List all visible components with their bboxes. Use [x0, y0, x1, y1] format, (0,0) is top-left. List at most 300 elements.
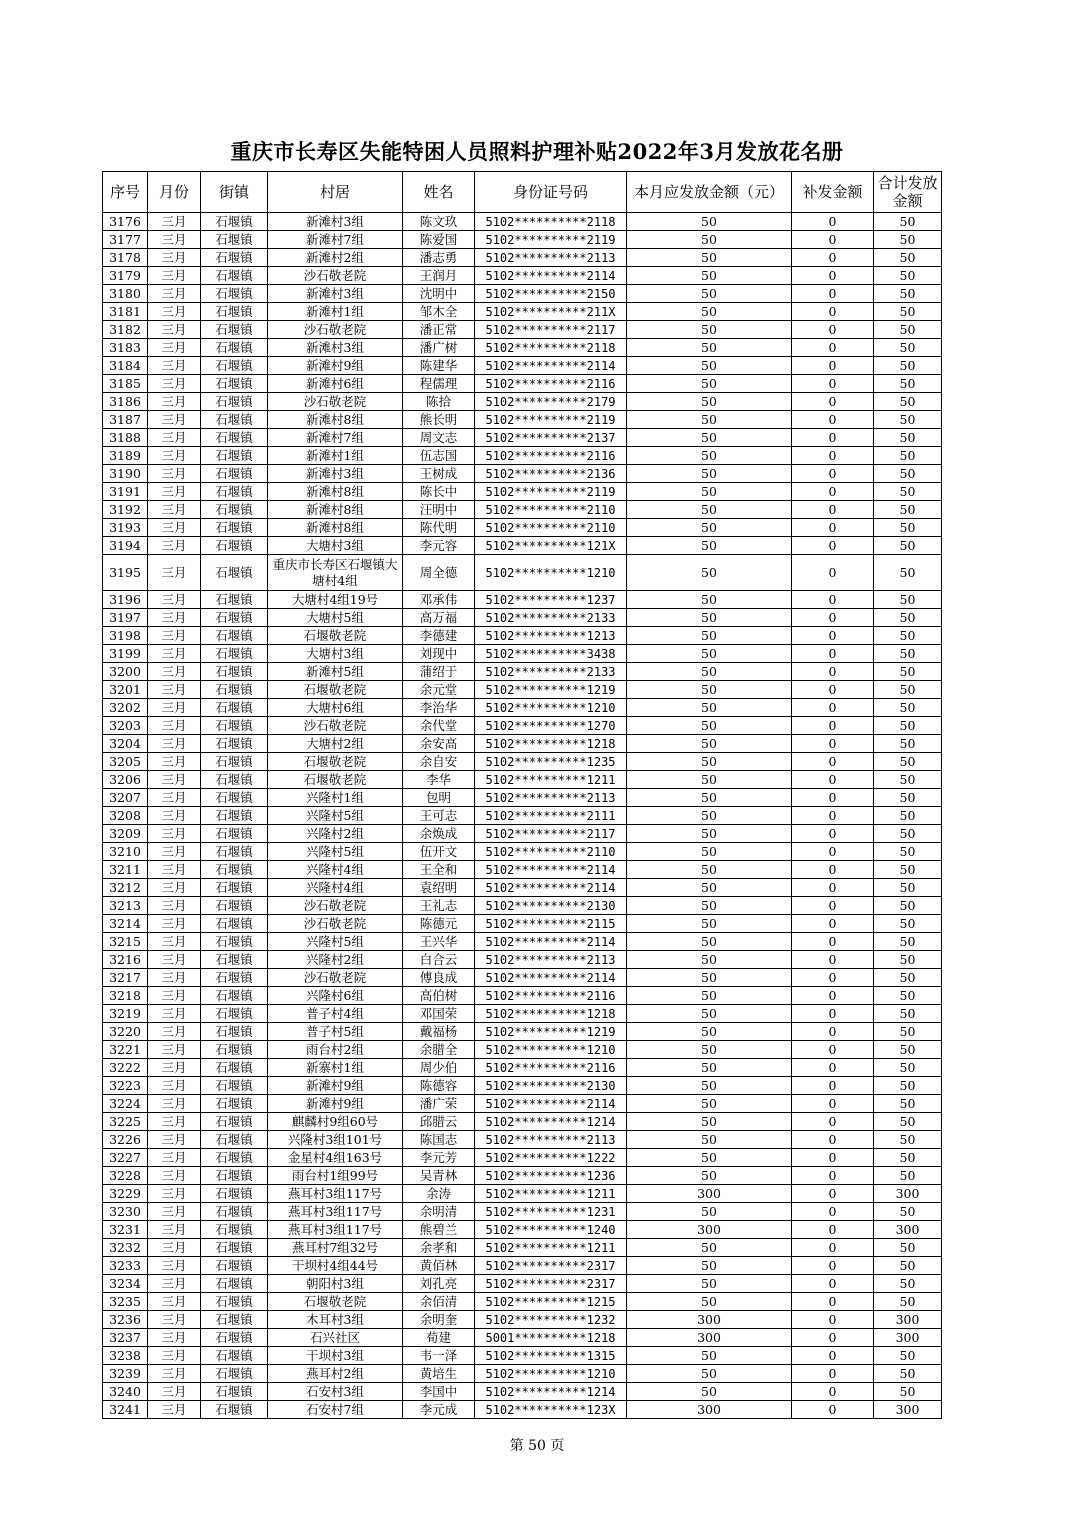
monthly-amount-cell: 50 [627, 1167, 792, 1185]
town-cell: 石堰镇 [201, 411, 268, 429]
village-cell: 大塘村2组 [268, 735, 403, 753]
back-pay-cell: 0 [792, 1239, 874, 1257]
serial-cell: 3236 [103, 1311, 148, 1329]
town-cell: 石堰镇 [201, 1041, 268, 1059]
village-cell: 雨台村1组99号 [268, 1167, 403, 1185]
back-pay-cell: 0 [792, 1275, 874, 1293]
name-cell: 余安高 [403, 735, 475, 753]
town-cell: 石堰镇 [201, 861, 268, 879]
month-cell: 三月 [148, 1221, 201, 1239]
village-cell: 麒麟村9组60号 [268, 1113, 403, 1131]
total-amount-cell: 50 [874, 519, 942, 537]
month-cell: 三月 [148, 285, 201, 303]
back-pay-cell: 0 [792, 1365, 874, 1383]
name-cell: 黄佰林 [403, 1257, 475, 1275]
monthly-amount-cell: 50 [627, 789, 792, 807]
table-row [103, 1329, 942, 1347]
name-cell: 吴青林 [403, 1167, 475, 1185]
back-pay-cell: 0 [792, 807, 874, 825]
total-amount-cell: 50 [874, 933, 942, 951]
month-cell: 三月 [148, 519, 201, 537]
village-cell: 石堰敬老院 [268, 627, 403, 645]
monthly-amount-cell: 50 [627, 915, 792, 933]
name-cell: 余焕成 [403, 825, 475, 843]
table-row [103, 483, 942, 501]
table-row [103, 627, 942, 645]
serial-cell: 3234 [103, 1275, 148, 1293]
month-cell: 三月 [148, 699, 201, 717]
back-pay-cell: 0 [792, 1041, 874, 1059]
table-row [103, 555, 942, 591]
town-cell: 石堰镇 [201, 537, 268, 555]
id-number-cell: 5102**********2118 [475, 339, 627, 357]
name-cell: 荀建 [403, 1329, 475, 1347]
month-cell: 三月 [148, 1257, 201, 1275]
serial-cell: 3182 [103, 321, 148, 339]
town-cell: 石堰镇 [201, 249, 268, 267]
month-cell: 三月 [148, 1311, 201, 1329]
month-cell: 三月 [148, 987, 201, 1005]
month-cell: 三月 [148, 897, 201, 915]
town-cell: 石堰镇 [201, 465, 268, 483]
month-cell: 三月 [148, 483, 201, 501]
village-cell: 兴隆村5组 [268, 843, 403, 861]
serial-cell: 3207 [103, 789, 148, 807]
serial-cell: 3203 [103, 717, 148, 735]
back-pay-cell: 0 [792, 1059, 874, 1077]
serial-cell: 3198 [103, 627, 148, 645]
total-amount-cell: 50 [874, 645, 942, 663]
id-number-cell: 5102**********2114 [475, 267, 627, 285]
village-cell: 兴隆村5组 [268, 807, 403, 825]
total-amount-cell: 50 [874, 1293, 942, 1311]
back-pay-cell: 0 [792, 1401, 874, 1419]
village-cell: 大塘村3组 [268, 645, 403, 663]
monthly-amount-cell: 50 [627, 771, 792, 789]
table-row [103, 411, 942, 429]
total-amount-cell: 50 [874, 339, 942, 357]
back-pay-cell: 0 [792, 735, 874, 753]
monthly-amount-cell: 50 [627, 897, 792, 915]
month-cell: 三月 [148, 1365, 201, 1383]
serial-cell: 3201 [103, 681, 148, 699]
total-amount-cell: 300 [874, 1221, 942, 1239]
town-cell: 石堰镇 [201, 447, 268, 465]
serial-cell: 3230 [103, 1203, 148, 1221]
monthly-amount-cell: 50 [627, 429, 792, 447]
serial-cell: 3237 [103, 1329, 148, 1347]
table-row [103, 681, 942, 699]
back-pay-cell: 0 [792, 501, 874, 519]
total-amount-cell: 50 [874, 267, 942, 285]
serial-cell: 3177 [103, 231, 148, 249]
town-cell: 石堰镇 [201, 1311, 268, 1329]
table-row [103, 1005, 942, 1023]
monthly-amount-cell: 50 [627, 1365, 792, 1383]
village-cell: 兴隆村2组 [268, 951, 403, 969]
town-cell: 石堰镇 [201, 735, 268, 753]
total-amount-cell: 50 [874, 1275, 942, 1293]
table-row [103, 1059, 942, 1077]
village-cell: 兴隆村4组 [268, 879, 403, 897]
name-cell: 白合云 [403, 951, 475, 969]
town-cell: 石堰镇 [201, 753, 268, 771]
back-pay-cell: 0 [792, 717, 874, 735]
serial-cell: 3194 [103, 537, 148, 555]
month-cell: 三月 [148, 1293, 201, 1311]
monthly-amount-cell: 50 [627, 1275, 792, 1293]
serial-cell: 3200 [103, 663, 148, 681]
monthly-amount-cell: 50 [627, 555, 792, 591]
month-cell: 三月 [148, 1005, 201, 1023]
table-row [103, 285, 942, 303]
name-cell: 王可志 [403, 807, 475, 825]
id-number-cell: 5102**********2136 [475, 465, 627, 483]
serial-cell: 3229 [103, 1185, 148, 1203]
town-cell: 石堰镇 [201, 1167, 268, 1185]
month-cell: 三月 [148, 1329, 201, 1347]
town-cell: 石堰镇 [201, 321, 268, 339]
town-cell: 石堰镇 [201, 231, 268, 249]
table-row [103, 465, 942, 483]
village-cell: 新滩村1组 [268, 303, 403, 321]
id-number-cell: 5102**********2111 [475, 807, 627, 825]
town-cell: 石堰镇 [201, 393, 268, 411]
monthly-amount-cell: 300 [627, 1311, 792, 1329]
id-number-cell: 5102**********2114 [475, 357, 627, 375]
village-cell: 兴隆村5组 [268, 933, 403, 951]
table-row [103, 1113, 942, 1131]
table-body [103, 213, 942, 1419]
town-cell: 石堰镇 [201, 1113, 268, 1131]
header-village: 村居 [268, 172, 403, 213]
month-cell: 三月 [148, 1401, 201, 1419]
total-amount-cell: 50 [874, 357, 942, 375]
id-number-cell: 5102**********2317 [475, 1275, 627, 1293]
header-name: 姓名 [403, 172, 475, 213]
back-pay-cell: 0 [792, 1005, 874, 1023]
id-number-cell: 5102**********2116 [475, 375, 627, 393]
id-number-cell: 5102**********2110 [475, 843, 627, 861]
monthly-amount-cell: 50 [627, 861, 792, 879]
table-row [103, 1383, 942, 1401]
monthly-amount-cell: 300 [627, 1329, 792, 1347]
name-cell: 邓国荣 [403, 1005, 475, 1023]
roster-table [102, 171, 942, 1419]
monthly-amount-cell: 50 [627, 339, 792, 357]
table-row [103, 1095, 942, 1113]
table-row [103, 645, 942, 663]
back-pay-cell: 0 [792, 411, 874, 429]
id-number-cell: 5102**********2116 [475, 1059, 627, 1077]
total-amount-cell: 50 [874, 1149, 942, 1167]
back-pay-cell: 0 [792, 357, 874, 375]
total-amount-cell: 50 [874, 465, 942, 483]
table-row [103, 1041, 942, 1059]
table-row [103, 771, 942, 789]
monthly-amount-cell: 50 [627, 1203, 792, 1221]
total-amount-cell: 50 [874, 843, 942, 861]
name-cell: 刘现中 [403, 645, 475, 663]
id-number-cell: 5102**********2150 [475, 285, 627, 303]
header-back-pay: 补发金额 [792, 172, 874, 213]
table-row [103, 663, 942, 681]
month-cell: 三月 [148, 717, 201, 735]
month-cell: 三月 [148, 609, 201, 627]
monthly-amount-cell: 50 [627, 519, 792, 537]
total-amount-cell: 50 [874, 555, 942, 591]
serial-cell: 3232 [103, 1239, 148, 1257]
serial-cell: 3179 [103, 267, 148, 285]
id-number-cell: 5102**********2114 [475, 1095, 627, 1113]
village-cell: 沙石敬老院 [268, 897, 403, 915]
town-cell: 石堰镇 [201, 1203, 268, 1221]
serial-cell: 3218 [103, 987, 148, 1005]
name-cell: 陈德容 [403, 1077, 475, 1095]
id-number-cell: 5102**********2118 [475, 213, 627, 231]
page-title: 重庆市长寿区失能特困人员照料护理补贴2022年3月发放花名册 [230, 139, 844, 164]
monthly-amount-cell: 50 [627, 483, 792, 501]
id-number-cell: 5102**********2119 [475, 411, 627, 429]
town-cell: 石堰镇 [201, 627, 268, 645]
month-cell: 三月 [148, 843, 201, 861]
name-cell: 袁绍明 [403, 879, 475, 897]
month-cell: 三月 [148, 1131, 201, 1149]
total-amount-cell: 50 [874, 627, 942, 645]
id-number-cell: 5102**********2179 [475, 393, 627, 411]
town-cell: 石堰镇 [201, 1383, 268, 1401]
month-cell: 三月 [148, 1059, 201, 1077]
total-amount-cell: 50 [874, 681, 942, 699]
name-cell: 王礼志 [403, 897, 475, 915]
table-row [103, 375, 942, 393]
town-cell: 石堰镇 [201, 1023, 268, 1041]
monthly-amount-cell: 50 [627, 1005, 792, 1023]
id-number-cell: 5102**********1218 [475, 1005, 627, 1023]
total-amount-cell: 50 [874, 1203, 942, 1221]
serial-cell: 3217 [103, 969, 148, 987]
total-amount-cell: 50 [874, 735, 942, 753]
id-number-cell: 5102**********1213 [475, 627, 627, 645]
total-amount-cell: 50 [874, 897, 942, 915]
id-number-cell: 5102**********1218 [475, 735, 627, 753]
serial-cell: 3191 [103, 483, 148, 501]
total-amount-cell: 50 [874, 771, 942, 789]
town-cell: 石堰镇 [201, 609, 268, 627]
table-row [103, 267, 942, 285]
serial-cell: 3238 [103, 1347, 148, 1365]
village-cell: 大塘村3组 [268, 537, 403, 555]
back-pay-cell: 0 [792, 285, 874, 303]
total-amount-cell: 50 [874, 393, 942, 411]
serial-cell: 3208 [103, 807, 148, 825]
id-number-cell: 5102**********2113 [475, 1131, 627, 1149]
serial-cell: 3181 [103, 303, 148, 321]
id-number-cell: 5102**********2130 [475, 897, 627, 915]
village-cell: 新滩村3组 [268, 339, 403, 357]
id-number-cell: 5102**********123X [475, 1401, 627, 1419]
town-cell: 石堰镇 [201, 681, 268, 699]
monthly-amount-cell: 50 [627, 717, 792, 735]
town-cell: 石堰镇 [201, 285, 268, 303]
village-cell: 燕耳村7组32号 [268, 1239, 403, 1257]
total-amount-cell: 50 [874, 951, 942, 969]
village-cell: 普子村4组 [268, 1005, 403, 1023]
back-pay-cell: 0 [792, 609, 874, 627]
table-row [103, 915, 942, 933]
total-amount-cell: 50 [874, 285, 942, 303]
header-town: 街镇 [201, 172, 268, 213]
village-cell: 石安村7组 [268, 1401, 403, 1419]
monthly-amount-cell: 50 [627, 753, 792, 771]
serial-cell: 3193 [103, 519, 148, 537]
serial-cell: 3209 [103, 825, 148, 843]
town-cell: 石堰镇 [201, 339, 268, 357]
name-cell: 周少伯 [403, 1059, 475, 1077]
id-number-cell: 5102**********1315 [475, 1347, 627, 1365]
name-cell: 熊长明 [403, 411, 475, 429]
name-cell: 李元成 [403, 1401, 475, 1419]
name-cell: 陈建华 [403, 357, 475, 375]
name-cell: 韦一泽 [403, 1347, 475, 1365]
total-amount-cell: 50 [874, 753, 942, 771]
total-amount-cell: 50 [874, 1167, 942, 1185]
serial-cell: 3212 [103, 879, 148, 897]
id-number-cell: 5102**********1237 [475, 591, 627, 609]
id-number-cell: 5102**********1222 [475, 1149, 627, 1167]
id-number-cell: 5102**********2114 [475, 969, 627, 987]
name-cell: 伍开文 [403, 843, 475, 861]
name-cell: 余孝和 [403, 1239, 475, 1257]
month-cell: 三月 [148, 1203, 201, 1221]
month-cell: 三月 [148, 735, 201, 753]
monthly-amount-cell: 50 [627, 681, 792, 699]
name-cell: 伍志国 [403, 447, 475, 465]
name-cell: 汪明中 [403, 501, 475, 519]
village-cell: 新滩村3组 [268, 285, 403, 303]
monthly-amount-cell: 50 [627, 969, 792, 987]
back-pay-cell: 0 [792, 1311, 874, 1329]
month-cell: 三月 [148, 393, 201, 411]
serial-cell: 3220 [103, 1023, 148, 1041]
village-cell: 大塘村5组 [268, 609, 403, 627]
table-row [103, 357, 942, 375]
town-cell: 石堰镇 [201, 1329, 268, 1347]
village-cell: 新滩村3组 [268, 213, 403, 231]
village-cell: 金星村4组163号 [268, 1149, 403, 1167]
name-cell: 余明奎 [403, 1311, 475, 1329]
total-amount-cell: 50 [874, 321, 942, 339]
id-number-cell: 5102**********2133 [475, 609, 627, 627]
town-cell: 石堰镇 [201, 1149, 268, 1167]
id-number-cell: 5102**********2110 [475, 519, 627, 537]
town-cell: 石堰镇 [201, 717, 268, 735]
serial-cell: 3235 [103, 1293, 148, 1311]
name-cell: 李国中 [403, 1383, 475, 1401]
monthly-amount-cell: 50 [627, 951, 792, 969]
serial-cell: 3227 [103, 1149, 148, 1167]
name-cell: 王兴华 [403, 933, 475, 951]
name-cell: 戴福杨 [403, 1023, 475, 1041]
id-number-cell: 5102**********1214 [475, 1113, 627, 1131]
serial-cell: 3214 [103, 915, 148, 933]
name-cell: 邹木全 [403, 303, 475, 321]
village-cell: 新滩村9组 [268, 357, 403, 375]
month-cell: 三月 [148, 267, 201, 285]
total-amount-cell: 50 [874, 789, 942, 807]
total-amount-cell: 300 [874, 1329, 942, 1347]
name-cell: 蒲绍于 [403, 663, 475, 681]
village-cell: 朝阳村3组 [268, 1275, 403, 1293]
month-cell: 三月 [148, 969, 201, 987]
table-row [103, 699, 942, 717]
town-cell: 石堰镇 [201, 789, 268, 807]
monthly-amount-cell: 50 [627, 627, 792, 645]
back-pay-cell: 0 [792, 321, 874, 339]
name-cell: 陈爱国 [403, 231, 475, 249]
serial-cell: 3195 [103, 555, 148, 591]
total-amount-cell: 50 [874, 1383, 942, 1401]
town-cell: 石堰镇 [201, 519, 268, 537]
serial-cell: 3215 [103, 933, 148, 951]
table-row [103, 1365, 942, 1383]
table-row [103, 447, 942, 465]
name-cell: 潘广树 [403, 339, 475, 357]
id-number-cell: 5102**********2119 [475, 483, 627, 501]
month-cell: 三月 [148, 375, 201, 393]
table-row [103, 825, 942, 843]
table-row [103, 861, 942, 879]
id-number-cell: 5102**********2133 [475, 663, 627, 681]
table-row [103, 321, 942, 339]
month-cell: 三月 [148, 879, 201, 897]
town-cell: 石堰镇 [201, 1095, 268, 1113]
month-cell: 三月 [148, 501, 201, 519]
name-cell: 余自安 [403, 753, 475, 771]
id-number-cell: 5102**********2114 [475, 933, 627, 951]
total-amount-cell: 50 [874, 825, 942, 843]
town-cell: 石堰镇 [201, 267, 268, 285]
table-row [103, 969, 942, 987]
name-cell: 潘广荣 [403, 1095, 475, 1113]
table-row [103, 1347, 942, 1365]
monthly-amount-cell: 50 [627, 735, 792, 753]
back-pay-cell: 0 [792, 483, 874, 501]
town-cell: 石堰镇 [201, 483, 268, 501]
total-amount-cell: 50 [874, 663, 942, 681]
id-number-cell: 5102**********1214 [475, 1383, 627, 1401]
id-number-cell: 5102**********121X [475, 537, 627, 555]
serial-cell: 3199 [103, 645, 148, 663]
name-cell: 陈德元 [403, 915, 475, 933]
table-row [103, 609, 942, 627]
id-number-cell: 5102**********2114 [475, 879, 627, 897]
name-cell: 陈拾 [403, 393, 475, 411]
total-amount-cell: 50 [874, 429, 942, 447]
village-cell: 大塘村4组19号 [268, 591, 403, 609]
serial-cell: 3219 [103, 1005, 148, 1023]
id-number-cell: 5102**********2117 [475, 825, 627, 843]
serial-cell: 3184 [103, 357, 148, 375]
monthly-amount-cell: 50 [627, 537, 792, 555]
table-row [103, 1239, 942, 1257]
monthly-amount-cell: 300 [627, 1221, 792, 1239]
id-number-cell: 5102**********2114 [475, 861, 627, 879]
table-row [103, 933, 942, 951]
back-pay-cell: 0 [792, 537, 874, 555]
village-cell: 新滩村7组 [268, 429, 403, 447]
serial-cell: 3241 [103, 1401, 148, 1419]
